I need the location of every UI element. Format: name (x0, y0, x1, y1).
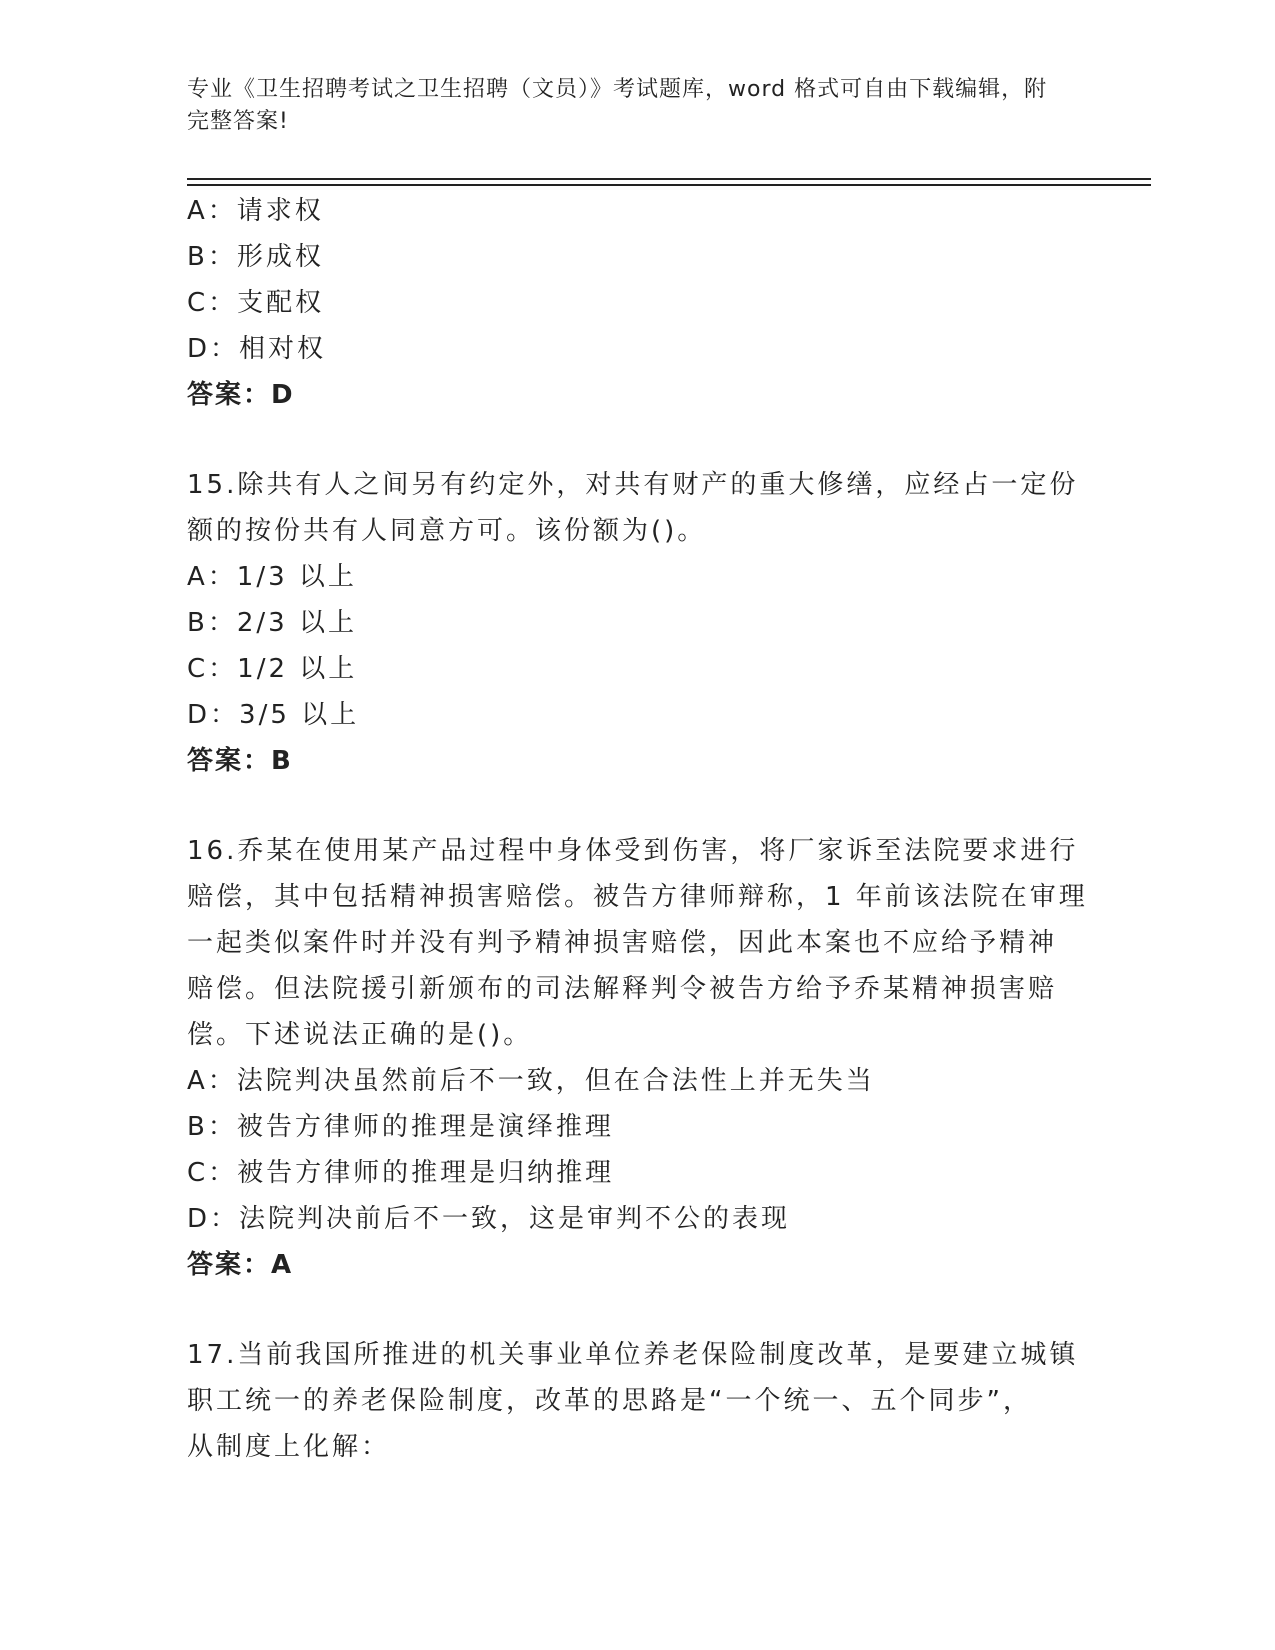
option-a: A：1/3 以上 (187, 562, 357, 592)
option-b: B：形成权 (187, 242, 324, 272)
answer-line: 答案：A (187, 1250, 294, 1280)
answer-line: 答案：B (187, 746, 293, 776)
header-rule-bottom (187, 184, 1151, 186)
option-a: A：请求权 (187, 196, 324, 226)
spacer (187, 1288, 1087, 1332)
option-c: C：被告方律师的推理是归纳推理 (187, 1158, 615, 1188)
question-text-line: 一起类似案件时并没有判予精神损害赔偿，因此本案也不应给予精神 (187, 928, 1058, 958)
spacer (187, 418, 1087, 462)
question-text-line: 赔偿，其中包括精神损害赔偿。被告方律师辩称，1 年前该法院在审理 (187, 882, 1088, 912)
option-b: B：2/3 以上 (187, 608, 357, 638)
question-text-line: 偿。下述说法正确的是()。 (187, 1020, 533, 1050)
question-text-line: 17.当前我国所推进的机关事业单位养老保险制度改革，是要建立城镇 (187, 1340, 1079, 1370)
question-15 (187, 462, 1087, 784)
answer-line: 答案：D (187, 380, 295, 410)
document-header: 专业《卫生招聘考试之卫生招聘（文员）》考试题库，word 格式可自由下载编辑，附完整答案! (187, 77, 1048, 134)
option-d: D：相对权 (187, 334, 327, 364)
question-text-line: 职工统一的养老保险制度，改革的思路是“一个统一、五个同步”， (187, 1386, 1032, 1416)
question-14 (187, 188, 1087, 418)
question-16 (187, 828, 1087, 1288)
question-text-line: 16.乔某在使用某产品过程中身体受到伤害，将厂家诉至法院要求进行 (187, 836, 1079, 866)
header-rule-top (187, 178, 1151, 180)
question-17 (187, 1332, 1087, 1470)
option-d: D：法院判决前后不一致，这是审判不公的表现 (187, 1204, 791, 1234)
question-text-line: 从制度上化解： (187, 1432, 391, 1462)
question-text-line: 赔偿。但法院援引新颁布的司法解释判令被告方给予乔某精神损害赔 (187, 974, 1058, 1004)
option-c: C：支配权 (187, 288, 325, 318)
option-a: A：法院判决虽然前后不一致，但在合法性上并无失当 (187, 1066, 875, 1096)
option-b: B：被告方律师的推理是演绎推理 (187, 1112, 614, 1142)
question-content (187, 188, 1087, 1470)
question-text-line: 15.除共有人之间另有约定外，对共有财产的重大修缮，应经占一定份 (187, 470, 1079, 500)
spacer (187, 784, 1087, 828)
option-d: D：3/5 以上 (187, 700, 360, 730)
question-text-line: 额的按份共有人同意方可。该份额为()。 (187, 516, 707, 546)
option-c: C：1/2 以上 (187, 654, 358, 684)
